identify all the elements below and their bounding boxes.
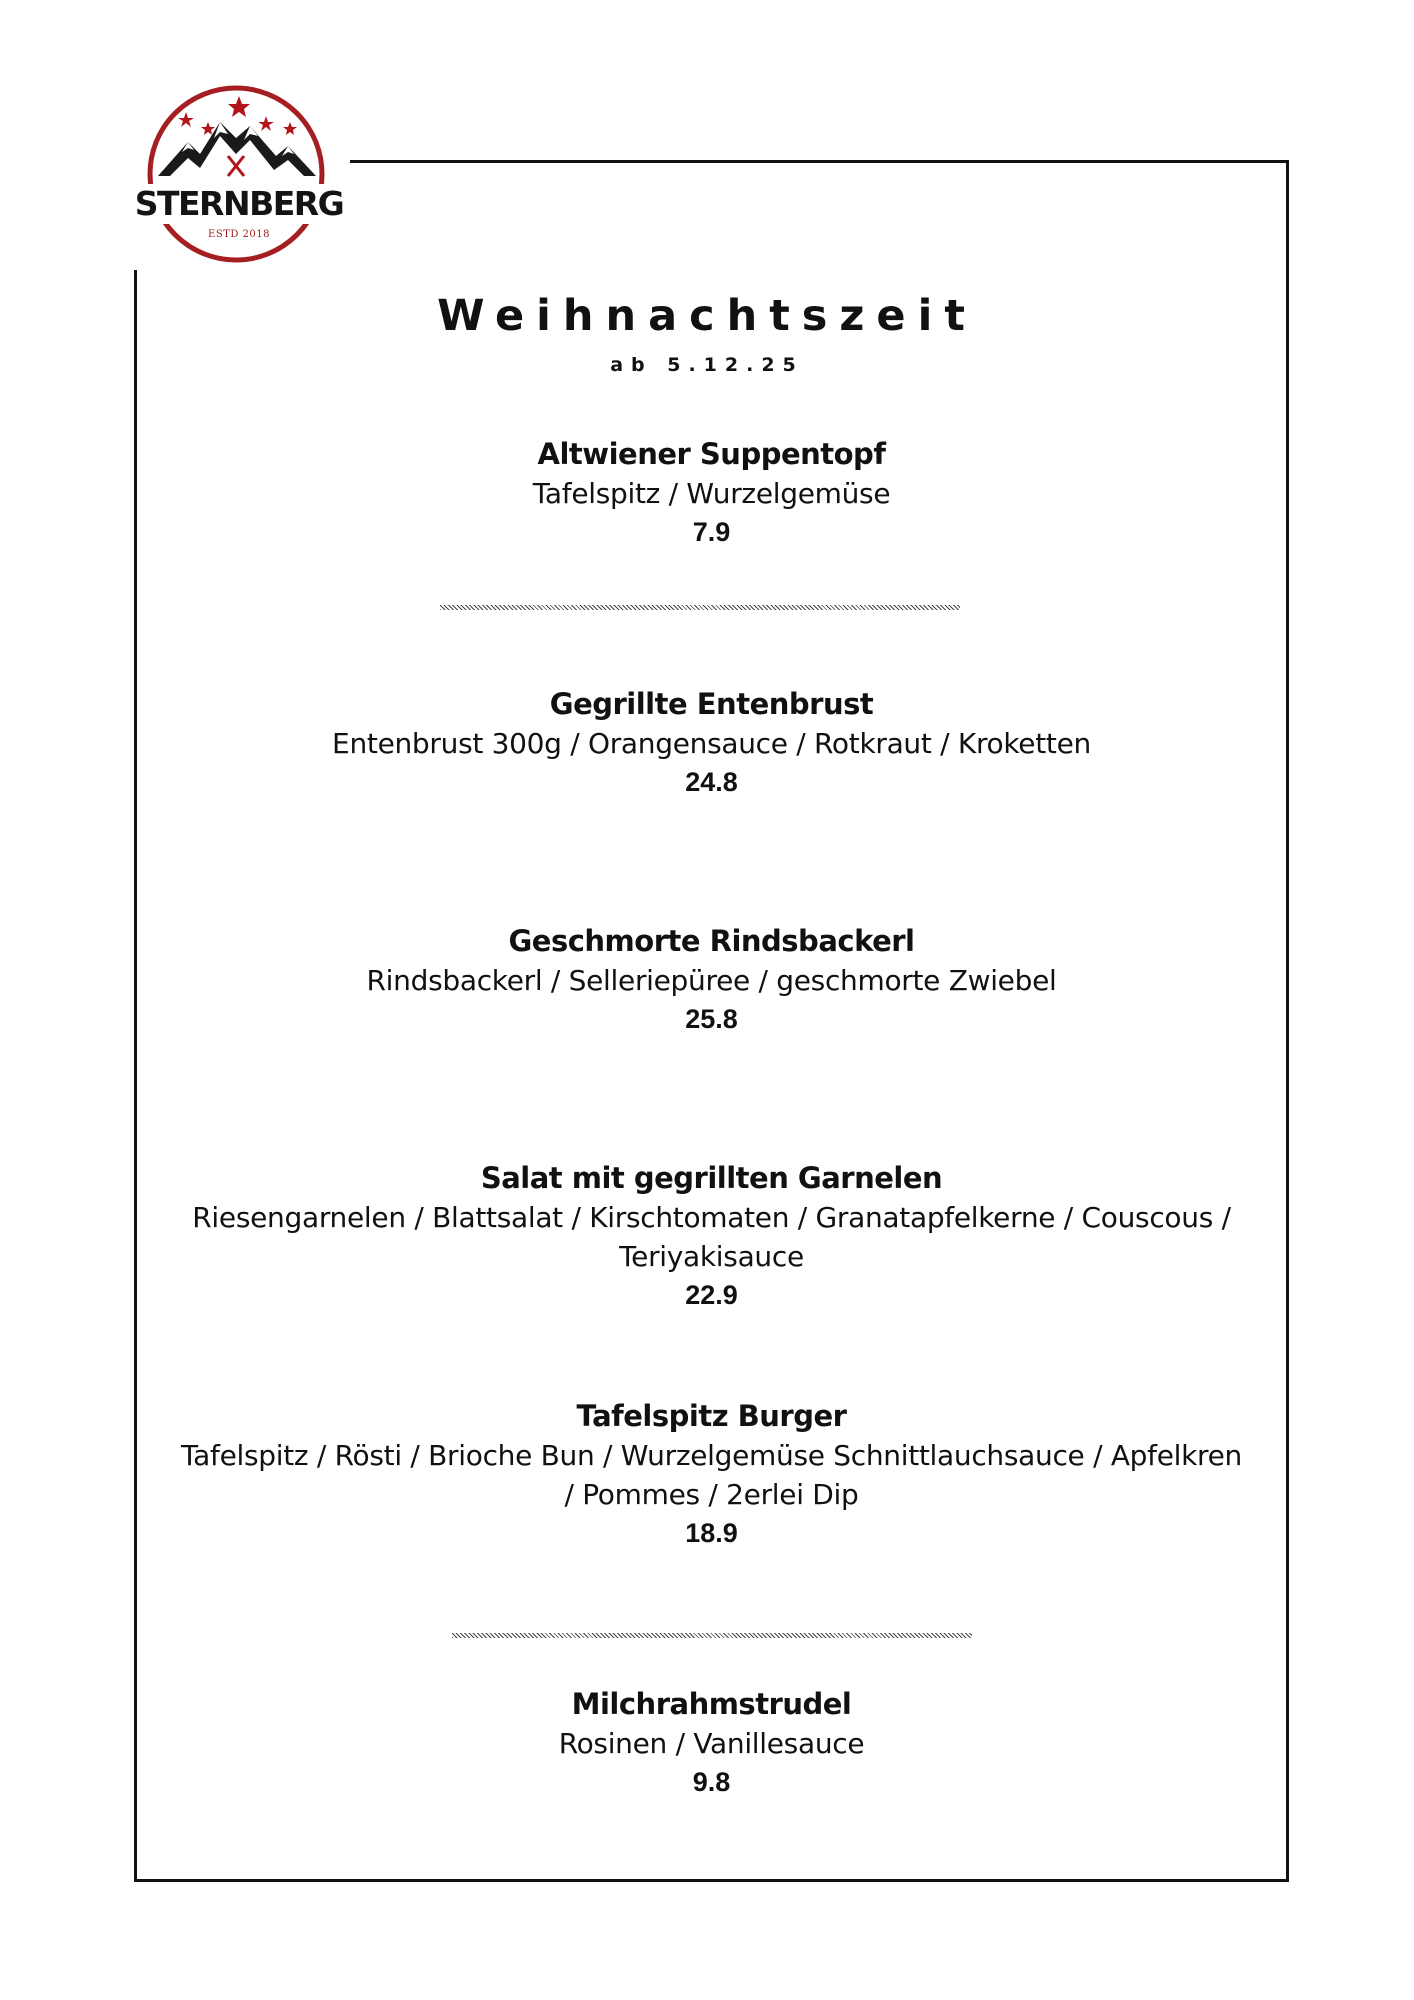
mountain-stars-emblem-icon xyxy=(128,78,350,270)
item-price: 24.8 xyxy=(685,767,738,797)
item-price: 22.9 xyxy=(685,1280,738,1310)
item-price: 9.8 xyxy=(692,1767,731,1797)
item-description: Rosinen / Vanillesauce xyxy=(558,1727,865,1760)
logo-established: ESTD 2018 xyxy=(208,229,270,240)
item-name: Gegrillte Entenbrust xyxy=(549,687,874,721)
logo-name: STERNBERG xyxy=(128,184,350,224)
item-name: Altwiener Suppentopf xyxy=(537,437,886,471)
menu-item xyxy=(134,921,1289,1038)
menu-item xyxy=(134,434,1289,551)
item-name: Milchrahmstrudel xyxy=(571,1687,852,1721)
menu-item xyxy=(134,1158,1289,1314)
item-description: Tafelspitz / Wurzelgemüse xyxy=(532,477,891,510)
divider xyxy=(440,605,960,610)
menu-subtitle: ab 5.12.25 xyxy=(610,354,804,376)
item-description: Entenbrust 300g / Orangensauce / Rotkraut / Kroketten xyxy=(332,727,1091,760)
item-price: 7.9 xyxy=(692,517,731,547)
menu-item xyxy=(134,684,1289,801)
item-price: 25.8 xyxy=(685,1004,738,1034)
item-description: Tafelspitz / Rösti / Brioche Bun / Wurzelgemüse Schnittlauchsauce / Apfelkren / Pommes / 2erlei Dip xyxy=(180,1439,1242,1511)
item-name: Salat mit gegrillten Garnelen xyxy=(480,1161,943,1195)
item-description: Riesengarnelen / Blattsalat / Kirschtomaten / Granatapfelkerne / Couscous / Teriyakisauce xyxy=(192,1201,1231,1273)
menu-item xyxy=(134,1684,1289,1801)
sternberg-logo xyxy=(128,78,350,270)
item-name: Geschmorte Rindsbackerl xyxy=(508,924,915,958)
divider xyxy=(452,1633,972,1638)
item-price: 18.9 xyxy=(685,1518,738,1548)
menu-item xyxy=(134,1396,1289,1552)
menu-title: Weihnachtszeit xyxy=(437,291,977,341)
item-description: Rindsbackerl / Selleriepüree / geschmorte Zwiebel xyxy=(366,964,1057,997)
item-name: Tafelspitz Burger xyxy=(576,1399,847,1433)
